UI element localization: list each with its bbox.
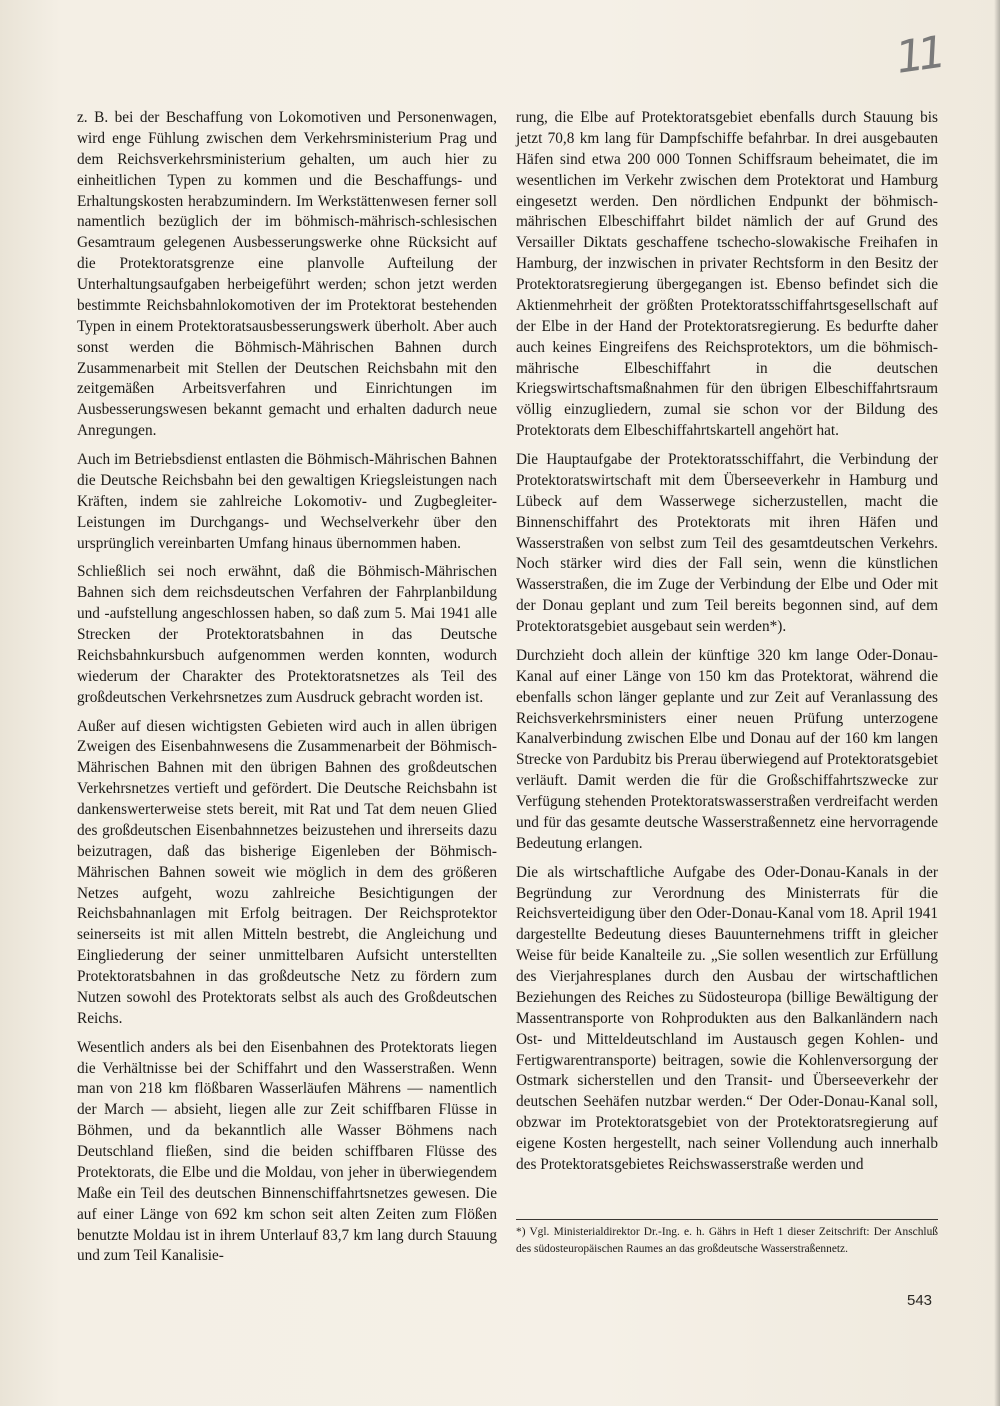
paragraph: Durchzieht doch allein der künftige 320 km lange Oder-Donau-Kanal auf einer Länge von 150 km das Protektorat, während die ebenfalls schon länger geplante und zur Zeit auf Veranlassung des Reichsverkehrsministers einer neuen Prüfung unterzogene Kanalverbindung zwischen Elbe und Donau auf der 160 km langen Strecke von Pardubitz bis Prerau überwiegend auf Protektoratsgebiet verläuft. Damit werden die für die Großschiffahrtszwecke zur Verfügung stehenden Protektoratswasserstraßen verdreifacht werden und für das gesamte deutsche Wasserstraßennetz eine hervorragende Bedeutung erlangen. xyxy=(516,646,938,852)
paragraph: Die Hauptaufgabe der Protektoratsschiffahrt, die Verbindung der Protektoratswirtschaft mit dem Überseeverkehr in Hamburg und Lübeck auf dem Wasserwege sicherzustellen, macht die Binnenschiffahrt des Protektorats mit ihren Häfen und Wasserstraßen von selbst zum Teil des gesamtdeutschen Verkehrs. Noch stärker wird dies der Fall sein, wenn die künstlichen Wasserstraßen, die im Zuge der Verbindung der Elbe und Oder mit der Donau geplant und zum Teil bereits begonnen sind, auf dem Protektoratsgebiet ausgebaut sein werden*). xyxy=(516,451,938,635)
page-edge-shadow xyxy=(994,0,1000,1406)
paragraph: Die als wirtschaftliche Aufgabe des Oder-Donau-Kanals in der Begründung zur Verordnung des Ministerrats für die Reichsverteidigung über den Oder-Donau-Kanal vom 18. April 1941 dargestellte Bedeutung dieses Bauunternehmens trifft in gleicher Weise für beide Kanalteile zu. „Sie sollen wesentlich zur Erfüllung des Vierjahresplanes durch den Ausbau der wirtschaftlichen Beziehungen des Reiches zu Südosteuropa (billige Bewältigung der Massentransporte von Rohprodukten aus den Balkanländern nach Ost- und Mitteldeutschland im Austausch gegen Kohlen- und Fertigwarentransporte) beitragen, sowie die Kohlenversorgung der Ostmark sicherstellen und den Transit- und Überseeverkehr der deutschen Seehäfen nutzbar werden.“ Der Oder-Donau-Kanal soll, obzwar im Protektoratsgebiet von der Protektoratsregierung auf eigene Kosten hergestellt, nach seiner Vollendung auch innerhalb des Protektoratsgebietes Reichswasserstraße werden und xyxy=(516,863,938,1173)
paragraph: z. B. bei der Beschaffung von Lokomotiven und Personenwagen, wird enge Fühlung zwischen dem Verkehrsministerium Prag und dem Reichsverkehrsministerium gehalten, um auch hier zu einheitlichen Typen zu kommen und die Beschaffungs- und Erhaltungskosten herabzumindern. Im Werkstättenwesen ferner soll namentlich bezüglich der im böhmisch-mährisch-schlesischen Gesamtraum gelegenen Ausbesserungswerke ohne Rücksicht auf die Protektoratsgrenze eine planvolle Aufteilung der Unterhaltungsaufgaben herbeigeführt werden; schon jetzt werden bestimmte Reichsbahnlokomotiven der im Protektorat bestehenden Typen in einem Protektoratsausbesserungswerk überholt. Aber auch sonst werden die Böhmisch-Mährischen Bahnen durch Zusammenarbeit mit Stellen der Deutschen Reichsbahn mit den zeitgemäßen Arbeitsverfahren und Einrichtungen im Ausbesserungswesen bekannt gemacht und erhalten dadurch neue Anregungen. xyxy=(77,109,497,440)
paragraph: Auch im Betriebsdienst entlasten die Böhmisch-Mährischen Bahnen die Deutsche Reichsbahn bei den gewaltigen Kriegsleistungen nach Kräften, indem sie zahlreiche Lokomotiv- und Zugbegleiter-Leistungen im Durchgangs- und Wechselverkehr über den ursprünglich vereinbarten Umfang hinaus übernommen haben. xyxy=(77,451,497,552)
page-number: 543 xyxy=(907,1292,933,1309)
paragraph: Außer auf diesen wichtigsten Gebieten wird auch in allen übrigen Zweigen des Eisenbahnwesens die Zusammenarbeit der Böhmisch-Mährischen Bahnen mit den übrigen Bahnen des großdeutschen Verkehrsnetzes vertieft und gefördert. Die Deutsche Reichsbahn ist dankenswerterweise stets bereit, mit Rat und Tat dem neuen Glied des großdeutschen Eisenbahnnetzes beizustehen und ihrerseits dazu beizutragen, daß das bisherige Eigenleben der Böhmisch-Mährischen Bahnen soweit wie möglich in dem des größeren Netzes aufgeht, wozu zahlreiche Besichtigungen der Reichsbahnanlagen mit Erfolg beitragen. Der Reichsprotektor seinerseits ist mit allen Mitteln bestrebt, die Angleichung und Eingliederung der seiner unmittelbaren Aufsicht unterstellten Protektoratsbahnen in das großdeutsche Netz zu fördern zum Nutzen sowohl des Protektorats selbst als auch des Großdeutschen Reichs. xyxy=(77,717,497,1027)
handwritten-page-mark: 11 xyxy=(892,27,944,84)
paragraph: Schließlich sei noch erwähnt, daß die Böhmisch-Mährischen Bahnen sich dem reichsdeutschen Verfahren der Fahrplanbildung und -aufstellung angeschlossen haben, so daß zum 5. Mai 1941 alle Strecken der Protektoratsbahnen in das Deutsche Reichsbahnkursbuch aufgenommen werden konnten, wodurch wiederum der Charakter des Protektoratsnetzes als Teil des großdeutschen Verkehrsnetzes zum Ausdruck gebracht worden ist. xyxy=(77,563,497,706)
right-text-column xyxy=(516,108,938,1184)
paragraph: Wesentlich anders als bei den Eisenbahnen des Protektorats liegen die Verhältnisse bei der Schiffahrt und den Wasserstraßen. Wenn man von 218 km flößbaren Wasserläufen Mährens — namentlich der March — absieht, liegen alle zur Zeit schiffbaren Flüsse in Böhmen, und da bekanntlich alle Wasser Böhmens nach Deutschland fließen, sind die beiden schiffbaren Flüsse des Protektorats, die Elbe und die Moldau, von jeher in überwiegendem Maße ein Teil des deutschen Binnenschiffahrtsnetzes gewesen. Die auf einer Länge von 692 km schon seit alten Zeiten zum Flößen benutzte Moldau ist in ihrem Unterlauf 83,7 km lang durch Stauung und zum Teil Kanalisie- xyxy=(77,1038,497,1265)
left-text-column xyxy=(77,108,497,1275)
paragraph: rung, die Elbe auf Protektoratsgebiet ebenfalls durch Stauung bis jetzt 70,8 km lang für Dampfschiffe befahrbar. In drei ausgebauten Häfen sind etwa 200 000 Tonnen Schiffsraum beheimatet, die im wesentlichen im Verkehr zwischen dem Protektorat und Hamburg eingesetzt werden. Den nördlichen Endpunkt der böhmisch-mährischen Elbeschiffahrt bildet nämlich der auf Grund des Versailler Diktats geschaffene tschecho-slowakische Freihafen in Hamburg, der inzwischen in privater Rechtsform in den Besitz der Protektoratsregierung übergegangen ist. Ebenso befindet sich die Aktienmehrheit der größten Protektoratsschiffahrtsgesellschaft auf der Elbe in der Hand der Protektoratsregierung. Es bedurfte daher auch keines Eingreifens des Reichsprotektors, um die böhmisch-mährische Elbeschiffahrt in die deutschen Kriegswirtschaftsmaßnahmen für den übrigen Elbeschiffahrtsraum völlig einzugliedern, zumal sie schon vor der Bildung des Protektorats dem Elbeschiffahrtskartell angehört hat. xyxy=(516,109,938,440)
footnote: *) Vgl. Ministerialdirektor Dr.-Ing. e. h. Gährs in Heft 1 dieser Zeitschrift: Der Anschluß des südosteuropäischen Raumes an das großdeutsche Wasserstraßennetz. xyxy=(516,1219,938,1257)
